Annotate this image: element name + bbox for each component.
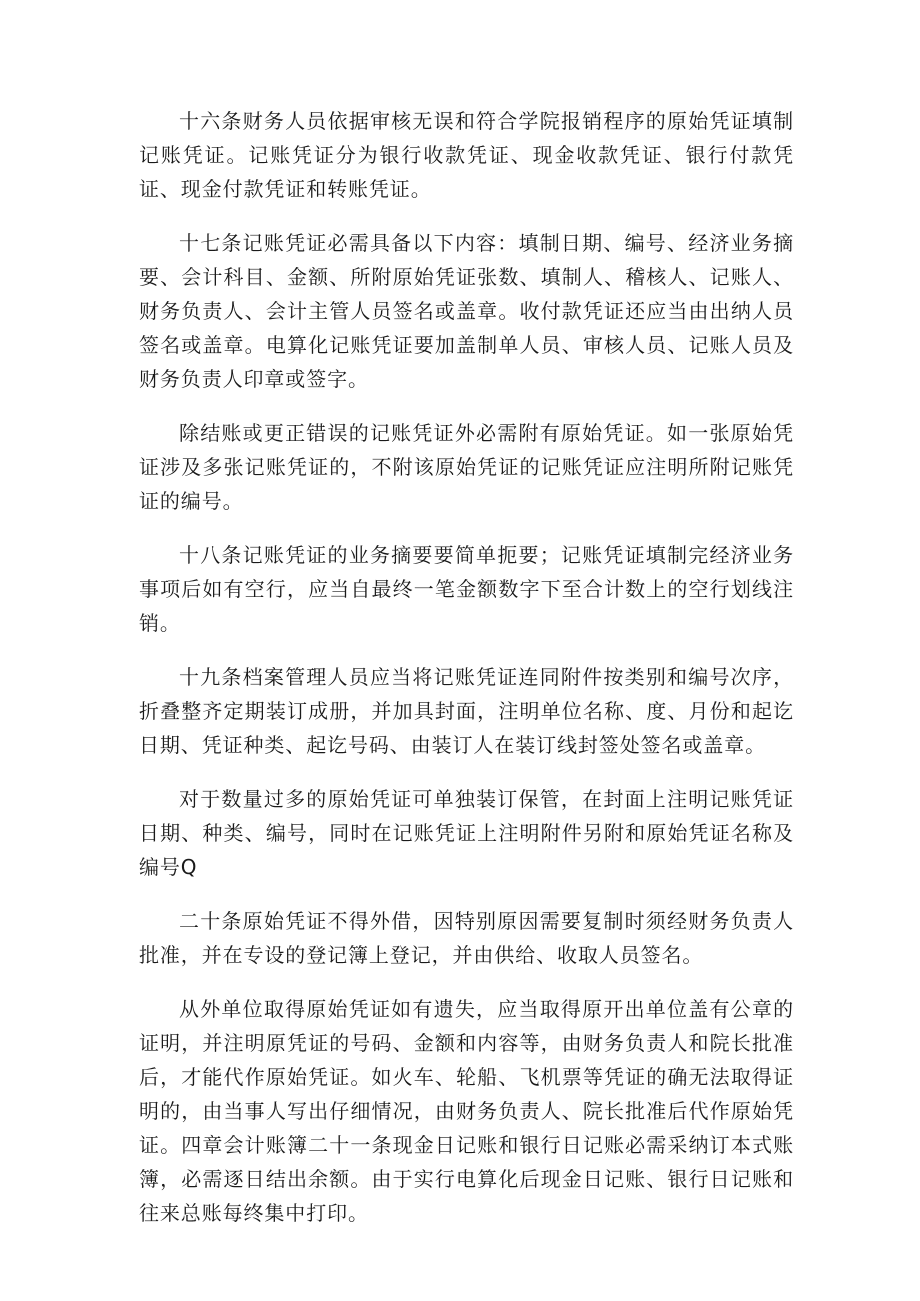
paragraph-article-18: 十八条记账凭证的业务摘要要简单扼要；记账凭证填制完经济业务事项后如有空行，应当自最终一笔金额数字下至合计数上的空行划线注销。 [139, 543, 794, 635]
paragraph-article-20: 二十条原始凭证不得外借，因特别原因需要复制时须经财务负责人批准，并在专设的登记簿上登记，并由供给、收取人员签名。 [139, 909, 794, 967]
paragraph-article-17: 十七条记账凭证必需具备以下内容：填制日期、编号、经济业务摘要、会计科目、金额、所附原始凭证张数、填制人、稽核人、记账人、财务负责人、会计主管人员签名或盖章。收付款凭证还应当由出纳人员签名或盖章。电算化记账凭证要加盖制单人员、审核人员、记账人员及财务负责人印章或签字。 [139, 231, 794, 391]
paragraph-article-19: 十九条档案管理人员应当将记账凭证连同附件按类别和编号次序，折叠整齐定期装订成册，并加具封面，注明单位名称、度、月份和起讫日期、凭证种类、起讫号码、由装订人在装订线封签处签名或盖章。 [139, 665, 794, 757]
paragraph-lost-vouchers: 从外单位取得原始凭证如有遗失，应当取得原开出单位盖有公章的证明，并注明原凭证的号码、金额和内容等，由财务负责人和院长批准后，才能代作原始凭证。如火车、轮船、飞机票等凭证的确无法取得证明的，由当事人写出仔细情况，由财务负责人、院长批准后代作原始凭证。四章会计账簿二十一条现金日记账和银行日记账必需采纳订本式账簿，必需逐日结出余额。由于实行电算化后现金日记账、银行日记账和往来总账每终集中打印。 [139, 997, 794, 1225]
document-body [139, 104, 794, 1250]
paragraph-article-16: 十六条财务人员依据审核无误和符合学院报销程序的原始凭证填制记账凭证。记账凭证分为银行收款凭证、现金收款凭证、银行付款凭证、现金付款凭证和转账凭证。 [139, 109, 794, 201]
paragraph-attachment-requirement: 除结账或更正错误的记账凭证外必需附有原始凭证。如一张原始凭证涉及多张记账凭证的，不附该原始凭证的记账凭证应注明所附记账凭证的编号。 [139, 421, 794, 513]
paragraph-separate-binding: 对于数量过多的原始凭证可单独装订保管，在封面上注明记账凭证日期、种类、编号，同时在记账凭证上注明附件另附和原始凭证名称及编号Q [139, 787, 794, 879]
